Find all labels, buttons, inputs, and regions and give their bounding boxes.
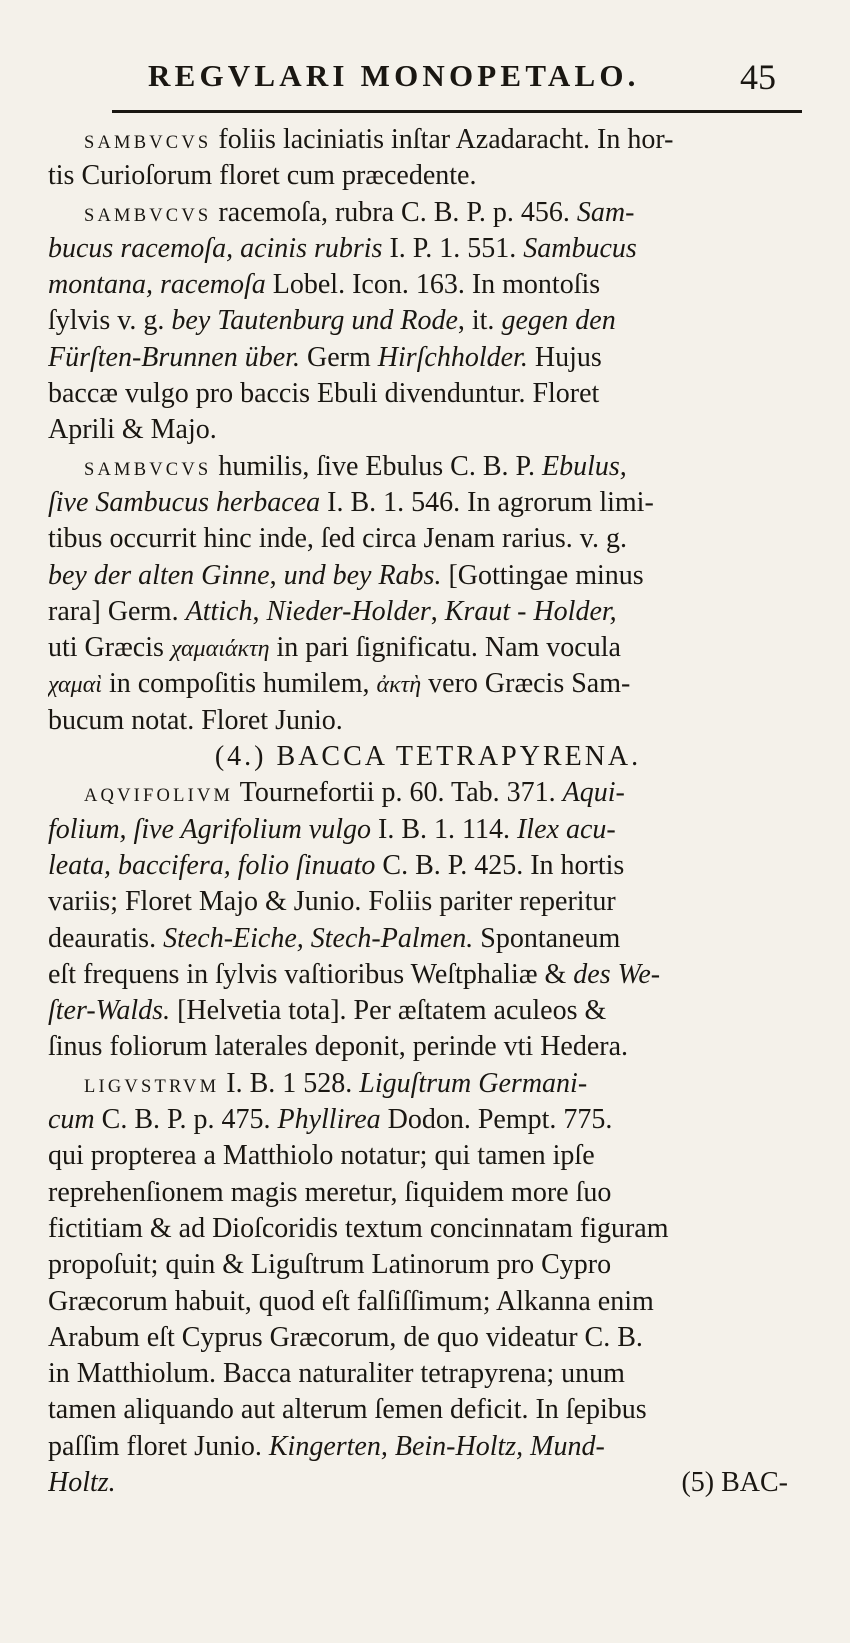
italic-text: Kingerten, Bein-Holtz, Mund- bbox=[268, 1430, 605, 1462]
text-line bbox=[48, 1392, 808, 1428]
text-line bbox=[48, 848, 808, 884]
text-run: C. B. P. p. 475. bbox=[94, 1104, 278, 1136]
text-line bbox=[48, 1320, 808, 1356]
text-run: I. B. 1. 546. In agrorum limi- bbox=[320, 486, 654, 518]
text-line bbox=[48, 921, 808, 957]
text-run: , bbox=[430, 595, 445, 627]
entry-keyword: SAMBVCVS bbox=[84, 205, 212, 226]
text-line bbox=[48, 303, 808, 339]
text-run: uti Græcis bbox=[48, 632, 171, 664]
page-number: 45 bbox=[740, 57, 776, 97]
text-run: , bbox=[252, 595, 267, 627]
text-run: Græcorum habuit, quod eſt falſiſſimum; Alkanna enim bbox=[48, 1285, 654, 1317]
italic-text: Ebulus, bbox=[542, 450, 627, 482]
italic-text: Sambucus bbox=[523, 232, 637, 264]
italic-text: Phyllirea bbox=[277, 1104, 381, 1136]
body-text bbox=[48, 122, 808, 1502]
text-run: baccæ vulgo pro baccis Ebuli divenduntur. Floret bbox=[48, 378, 600, 410]
text-run: I. P. 1. 551. bbox=[382, 232, 524, 264]
text-run: in Matthiolum. Bacca naturaliter tetrapyrena; unum bbox=[48, 1358, 625, 1390]
text-line bbox=[48, 630, 808, 666]
text-run: bucum notat. Floret Junio. bbox=[48, 704, 343, 736]
text-line bbox=[48, 449, 808, 485]
text-run: Lobel. Icon. 163. In montoſis bbox=[265, 269, 601, 301]
italic-text: und bey Rabs. bbox=[283, 559, 442, 591]
italic-text: Liguſtrum Germani- bbox=[359, 1067, 588, 1099]
text-run: [Helvetia tota]. Per æſtatem aculeos & bbox=[170, 995, 607, 1027]
italic-text: ſive Sambucus herbacea bbox=[48, 486, 321, 518]
text-run: reprehenſionem magis meretur, ſiquidem more ſuo bbox=[48, 1176, 612, 1208]
text-run: , it. bbox=[457, 305, 502, 337]
text-line bbox=[48, 1429, 808, 1465]
italic-text: ſter-Walds. bbox=[48, 995, 171, 1027]
text-line bbox=[48, 195, 808, 231]
text-line bbox=[48, 884, 808, 920]
italic-text: Aqui- bbox=[562, 777, 625, 809]
text-line bbox=[48, 376, 808, 412]
text-line bbox=[48, 485, 808, 521]
text-run: tibus occurrit hinc inde, ſed circa Jenam rarius. v. g. bbox=[48, 523, 627, 555]
italic-text: Hirſchholder. bbox=[377, 341, 528, 373]
text-line bbox=[48, 158, 808, 194]
text-run: Aprili & Majo. bbox=[48, 414, 217, 446]
text-line bbox=[48, 231, 808, 267]
text-run: paſſim floret Junio. bbox=[48, 1430, 269, 1462]
italic-text: folium, ſive Agrifolium vulgo bbox=[48, 813, 372, 845]
text-run: Spontaneum bbox=[473, 922, 621, 954]
entry-keyword: LIGVSTRVM bbox=[84, 1076, 220, 1097]
italic-text: Fürſten-Brunnen über. bbox=[48, 341, 300, 373]
text-run: variis; Floret Majo & Junio. Foliis pariter reperitur bbox=[48, 886, 616, 918]
text-run: in pari ſignificatu. Nam vocula bbox=[269, 632, 621, 664]
text-run: I. B. 1 528. bbox=[219, 1067, 360, 1099]
italic-text: cum bbox=[48, 1104, 95, 1136]
text-line bbox=[48, 1356, 808, 1392]
text-run: [Gottingae minus bbox=[441, 559, 644, 591]
text-run: , bbox=[269, 559, 284, 591]
text-run: Dodon. Pempt. 775. bbox=[380, 1104, 613, 1136]
text-run: (4.) BACCA TETRAPYRENA. bbox=[214, 741, 642, 773]
text-run: humilis, ſive Ebulus C. B. P. bbox=[211, 450, 542, 482]
entry-keyword: SAMBVCVS bbox=[84, 459, 212, 480]
text-line bbox=[48, 775, 808, 811]
italic-text: Ilex acu- bbox=[516, 813, 616, 845]
text-line bbox=[48, 1138, 808, 1174]
text-run: Tournefortii p. 60. Tab. 371. bbox=[233, 777, 563, 809]
italic-text: Attich bbox=[185, 595, 253, 627]
greek-text: χαμαιάκτη bbox=[170, 636, 270, 663]
text-run: deauratis. bbox=[48, 922, 164, 954]
text-run: I. B. 1. 114. bbox=[371, 813, 517, 845]
text-line bbox=[48, 993, 808, 1029]
text-line bbox=[48, 812, 808, 848]
italic-text: bey der alten Ginne bbox=[48, 559, 270, 591]
text-line bbox=[48, 666, 808, 702]
text-line bbox=[48, 1247, 808, 1283]
italic-text: des We- bbox=[573, 958, 661, 990]
text-run: tamen aliquando aut alterum ſemen deficit. In ſepibus bbox=[48, 1394, 647, 1426]
italic-text: Holtz. bbox=[48, 1466, 116, 1498]
page-header bbox=[140, 52, 800, 102]
text-run: in compoſitis humilem, bbox=[101, 668, 377, 700]
greek-text: ἀκτὴ bbox=[376, 672, 422, 699]
italic-text: montana, racemoſa bbox=[48, 269, 266, 301]
text-line bbox=[48, 703, 808, 739]
text-line bbox=[48, 1211, 808, 1247]
text-run: ſinus foliorum laterales deponit, perinde vti Hedera. bbox=[48, 1031, 629, 1063]
text-run: rara] Germ. bbox=[48, 595, 186, 627]
text-line bbox=[48, 340, 808, 376]
italic-text: Sam- bbox=[576, 196, 635, 228]
text-run: Arabum eſt Cyprus Græcorum, de quo videatur C. B. bbox=[48, 1321, 643, 1353]
header-rule bbox=[112, 110, 802, 113]
section-heading bbox=[48, 739, 808, 775]
text-run: qui propterea a Matthiolo notatur; qui tamen ipſe bbox=[48, 1140, 595, 1172]
text-line bbox=[48, 1102, 808, 1138]
text-line bbox=[48, 594, 808, 630]
text-run: eſt frequens in ſylvis vaſtioribus Weſtphaliæ & bbox=[48, 958, 574, 990]
italic-text: Stech-Eiche, Stech-Palmen. bbox=[163, 922, 474, 954]
italic-text: bucus racemoſa, acinis rubris bbox=[48, 232, 383, 264]
text-line bbox=[48, 1284, 808, 1320]
italic-text: bey Tautenburg und Rode bbox=[171, 305, 458, 337]
text-run: tis Curioſorum floret cum præcedente. bbox=[48, 160, 477, 192]
greek-text: χαμαὶ bbox=[48, 672, 102, 699]
entry-keyword: SAMBVCVS bbox=[84, 133, 212, 153]
text-run: fictitiam & ad Dioſcoridis textum concinnatam figuram bbox=[48, 1212, 669, 1244]
entry-keyword: AQVIFOLIVM bbox=[84, 786, 234, 807]
text-run: Hujus bbox=[527, 341, 602, 373]
text-line bbox=[48, 957, 808, 993]
text-line bbox=[48, 122, 808, 158]
running-title: REGVLARI MONOPETALO. bbox=[148, 58, 640, 93]
italic-text: leata, baccifera, folio ſinuato bbox=[48, 849, 376, 881]
text-line bbox=[48, 1029, 808, 1065]
text-run: foliis laciniatis inſtar Azadaracht. In hor- bbox=[211, 124, 674, 155]
text-line bbox=[48, 558, 808, 594]
text-run: propoſuit; quin & Liguſtrum Latinorum pro Cypro bbox=[48, 1249, 612, 1281]
text-line bbox=[48, 1175, 808, 1211]
text-run: C. B. P. 425. In hortis bbox=[375, 849, 625, 881]
italic-text: gegen den bbox=[501, 305, 616, 337]
text-run: vero Græcis Sam- bbox=[421, 668, 631, 700]
text-line bbox=[48, 267, 808, 303]
italic-text: Nieder-Holder bbox=[266, 595, 431, 627]
text-run: racemoſa, rubra C. B. P. p. 456. bbox=[211, 196, 577, 228]
text-line bbox=[48, 1066, 808, 1102]
catchword: (5) BAC- bbox=[681, 1467, 788, 1499]
text-run: Germ bbox=[299, 341, 378, 373]
italic-text: Kraut - Holder, bbox=[444, 595, 617, 627]
text-line bbox=[48, 412, 808, 448]
text-line bbox=[48, 521, 808, 557]
text-run: ſylvis v. g. bbox=[48, 305, 172, 337]
